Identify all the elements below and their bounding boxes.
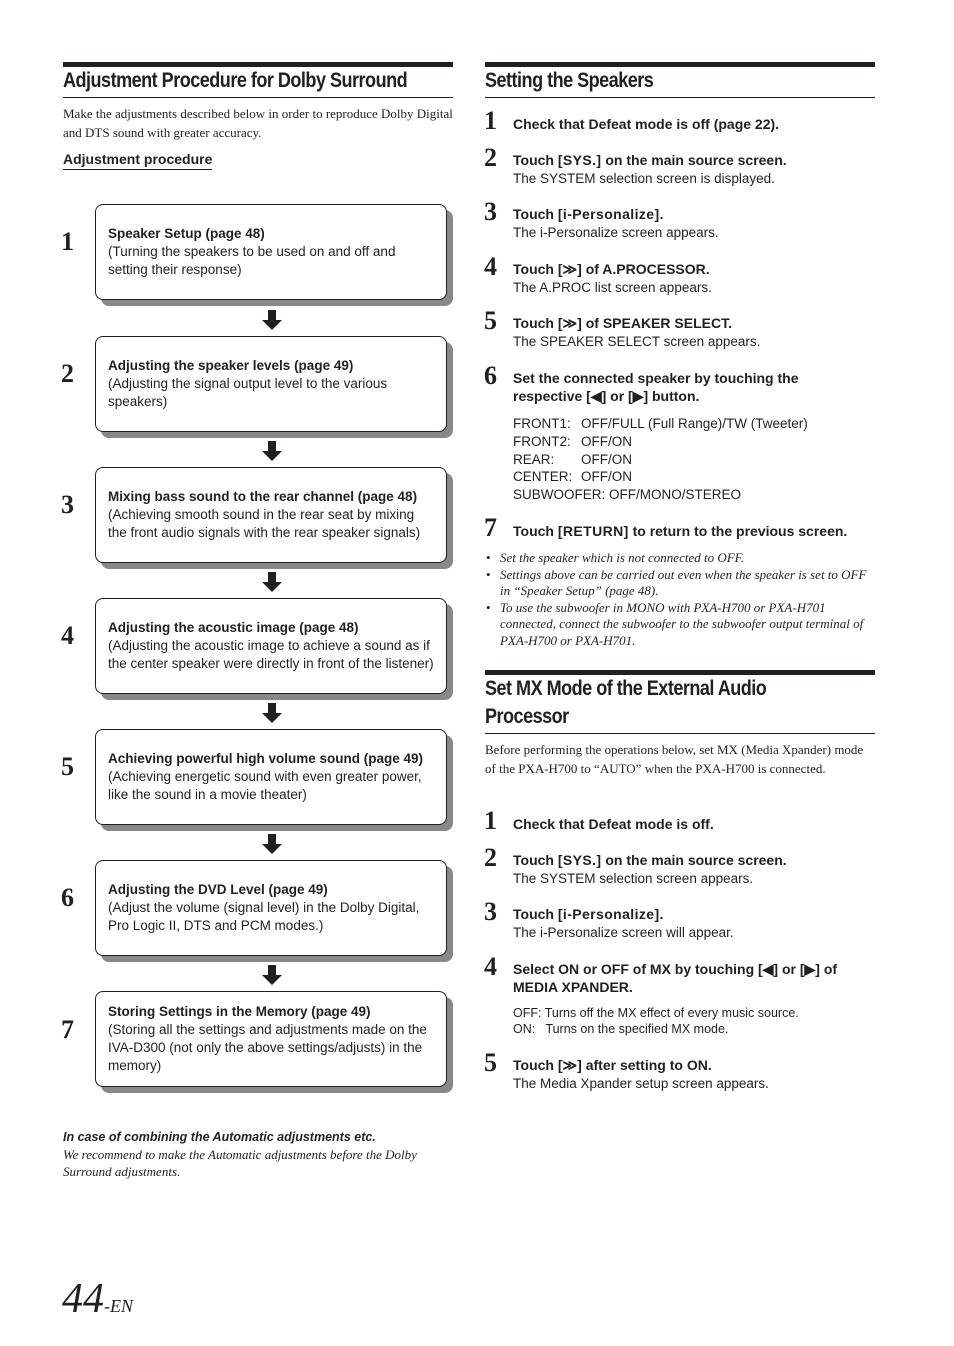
down-arrow-icon [262,965,282,985]
dolby-intro: Make the adjustments described below in order to reproduce Dolby Digital and DTS sound with greater accuracy. [63,106,453,140]
note-item: • Set the speaker which is not connected to OFF. [486,550,876,567]
down-arrow-icon [262,834,282,854]
step-number: 4 [484,252,497,281]
mx-option-on: ON: Turns on the specified MX mode. [513,1022,729,1036]
step-title: Touch [SYS.] on the main source screen. [513,852,787,868]
step-title: Touch [RETURN] to return to the previous screen. [513,523,848,539]
mx-intro: Before performing the operations below, set MX (Media Xpander) mode of the PXA-H700 to “AUTO” when the PXA-H700 is connected. [485,742,864,776]
flow-number: 7 [61,1015,74,1044]
flow-number: 1 [61,227,74,256]
step-title: Check that Defeat mode is off (page 22). [513,116,780,132]
step-desc: The SPEAKER SELECT screen appears. [513,334,761,349]
step-number: 1 [484,106,497,135]
flow-box-desc: (Achieving smooth sound in the rear seat by mixing the front audio signals with the rear speaker signals) [108,507,421,540]
flow-box-storing-settings [95,991,447,1087]
flow-box-title: Adjusting the acoustic image (page 48) [108,620,359,635]
i-personalize-key: [i-Personalize] [557,206,660,222]
speaker-option-row: REAR: OFF/ON [513,452,632,467]
flow-number: 5 [61,752,74,781]
step-title: Touch [≫] of SPEAKER SELECT. [513,315,732,331]
down-arrow-icon [262,441,282,461]
sys-key: [SYS.] [557,152,602,168]
flow-box-speaker-levels [95,336,447,432]
flow-box-title: Mixing bass sound to the rear channel (page 48) [108,489,418,504]
step-title: Touch [SYS.] on the main source screen. [513,152,787,168]
flow-box-desc: (Adjust the volume (signal level) in the Dolby Digital, Pro Logic II, DTS and PCM modes.) [108,900,420,933]
speaker-option-row: SUBWOOFER: OFF/MONO/STEREO [513,487,742,502]
flow-number: 2 [61,359,74,388]
step-number: 3 [484,897,497,926]
down-arrow-icon [262,703,282,723]
return-key: [RETURN] [557,523,629,539]
note-item: • To use the subwoofer in MONO with PXA-H700 or PXA-H701 connected, connect the subwoofer to the subwoofer output terminal of PXA-H700 or PXA-H701. [486,600,876,650]
flow-box-title: Speaker Setup (page 48) [108,226,265,241]
combining-note-body: We recommend to make the Automatic adjustments before the Dolby Surround adjustments. [63,1147,417,1179]
page-number-suffix: -EN [104,1296,133,1316]
step-title: Set the connected speaker by touching the respective [◀] or [▶] button. [513,370,799,404]
page-number [62,1275,133,1323]
step-desc: The SYSTEM selection screen is displayed. [513,171,775,186]
step-number: 2 [484,843,497,872]
step-title: Touch [i-Personalize]. [513,906,664,922]
step-title: Select ON or OFF of MX by touching [◀] or [▶] of MEDIA XPANDER. [513,961,838,995]
i-personalize-key: [i-Personalize] [557,906,660,922]
flow-number: 6 [61,883,74,912]
step-desc: The A.PROC list screen appears. [513,280,712,295]
speaker-option-row: FRONT1: OFF/FULL (Full Range)/TW (Tweeter) [513,416,808,431]
step-number: 5 [484,1048,497,1077]
step-number: 4 [484,952,497,981]
flow-box-acoustic-image [95,598,447,694]
flow-box-title: Adjusting the DVD Level (page 49) [108,882,328,897]
flow-box-desc: (Turning the speakers to be used on and off and setting their response) [108,244,396,277]
step-title: Touch [≫] after setting to ON. [513,1057,712,1073]
page-number-value: 44 [62,1276,104,1322]
flow-box-high-volume [95,729,447,825]
mx-option-off: OFF: Turns off the MX effect of every music source. [513,1006,799,1020]
step-title: Check that Defeat mode is off. [513,816,714,832]
flow-box-desc: (Adjusting the acoustic image to achieve a sound as if the center speaker were directly in front of the listener) [108,638,434,671]
section-heading-mx: Set MX Mode of the External Audio Processor [485,670,875,734]
step-number: 1 [484,806,497,835]
step-desc: The i-Personalize screen appears. [513,225,719,240]
speaker-notes [486,550,876,649]
combining-note [63,1129,453,1180]
flow-box-title: Adjusting the speaker levels (page 49) [108,358,354,373]
flow-box-title: Storing Settings in the Memory (page 49) [108,1004,371,1019]
section-heading-speakers: Setting the Speakers [485,62,875,98]
step-number: 6 [484,361,497,390]
flow-box-desc: (Storing all the settings and adjustments made on the IVA-D300 (not only the above settings/adjusts) in the memory) [108,1022,427,1073]
flow-box-desc: (Adjusting the signal output level to the various speakers) [108,376,388,409]
note-item: • Settings above can be carried out even when the speaker is set to OFF in “Speaker Setup” (page 48). [486,567,876,600]
down-arrow-icon [262,572,282,592]
combining-note-heading: In case of combining the Automatic adjustments etc. [63,1130,376,1144]
section-heading-dolby: Adjustment Procedure for Dolby Surround [63,62,453,98]
flow-number: 4 [61,621,74,650]
step-desc: The SYSTEM selection screen appears. [513,871,754,886]
flow-box-speaker-setup [95,204,447,300]
step-desc: The Media Xpander setup screen appears. [513,1076,769,1091]
step-title: Touch [≫] of A.PROCESSOR. [513,261,710,277]
down-arrow-icon [262,310,282,330]
step-number: 2 [484,143,497,172]
flow-box-dvd-level [95,860,447,956]
step-title: Touch [i-Personalize]. [513,206,664,222]
step-number: 5 [484,306,497,335]
sys-key: [SYS.] [557,852,602,868]
speaker-option-row: FRONT2: OFF/ON [513,434,632,449]
flow-box-desc: (Achieving energetic sound with even greater power, like the sound in a movie theater) [108,769,422,802]
flow-number: 3 [61,490,74,519]
speaker-option-row: CENTER: OFF/ON [513,469,632,484]
procedure-label: Adjustment procedure [63,151,212,170]
step-desc: The i-Personalize screen will appear. [513,925,734,940]
step-number: 7 [484,513,497,542]
step-number: 3 [484,197,497,226]
flow-box-mixing-bass [95,467,447,563]
flow-box-title: Achieving powerful high volume sound (page 49) [108,751,424,766]
